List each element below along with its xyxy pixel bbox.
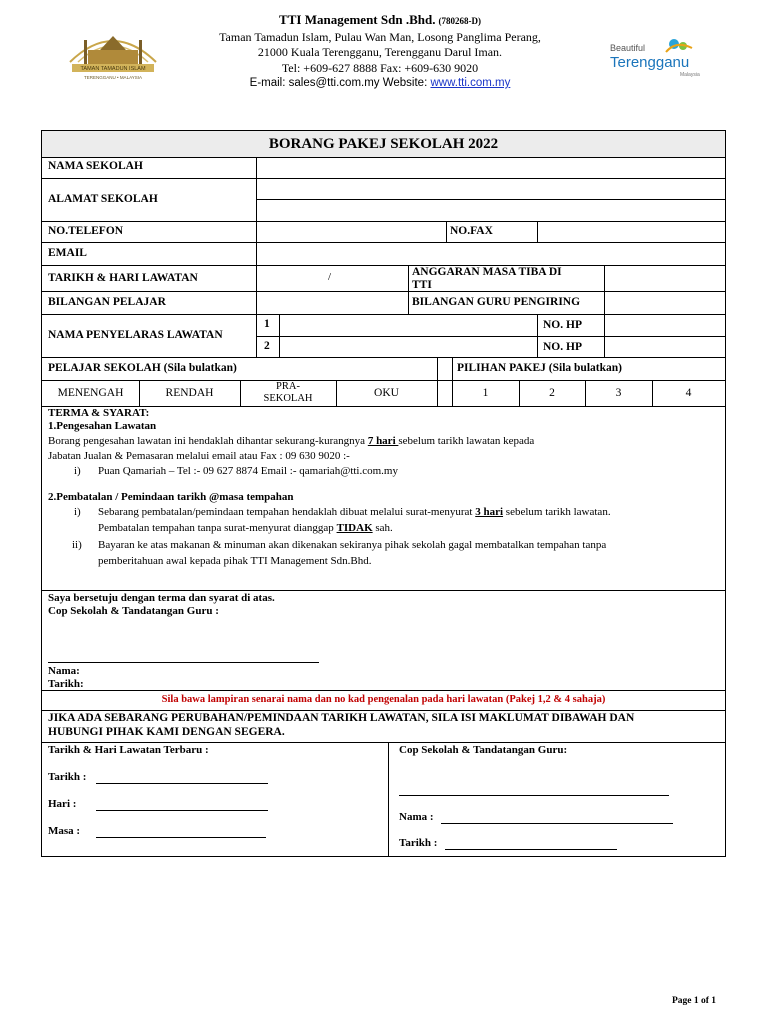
label-bilangan-pelajar: BILANGAN PELAJAR [48, 296, 166, 308]
package-2[interactable]: 2 [549, 387, 555, 399]
logo-right-name: Terengganu [610, 54, 690, 71]
changes-tarikh-r-label: Tarikh : [399, 837, 438, 849]
address-line-2: 21000 Kuala Terengganu, Terengganu Darul Iman. [257, 45, 503, 59]
option-pra-sekolah-1: PRA- [276, 381, 300, 392]
label-no-fax: NO.FAX [450, 225, 493, 237]
label-no-hp-2: NO. HP [543, 341, 582, 353]
label-nama-sekolah: NAMA SEKOLAH [48, 160, 143, 172]
terms-s2-ii-num: ii) [72, 539, 82, 551]
company-name: TTI Management Sdn .Bhd. [279, 12, 436, 27]
changes-masa-label: Masa : [48, 825, 81, 837]
changes-hari-label: Hari : [48, 798, 77, 810]
changes-tarikh-field[interactable] [445, 849, 617, 850]
terms-s1-line2: Jabatan Jualan & Pemasaran melalui email atau Fax : 09 630 9020 :- [48, 450, 350, 462]
changes-line1: JIKA ADA SEBARANG PERUBAHAN/PEMINDAAN TARIKH LAWATAN, SILA ISI MAKLUMAT DIBAWAH DAN [48, 712, 635, 724]
company-reg: (780268-D) [438, 16, 481, 26]
agreement-line1: Saya bersetuju dengan terma dan syarat di atas. [48, 592, 275, 604]
label-alamat-sekolah: ALAMAT SEKOLAH [48, 193, 158, 205]
email-line: E-mail: sales@tti.com.my Website: [249, 77, 431, 89]
label-anggaran-masa-2: TTI [412, 279, 432, 291]
terms-s2-i-line2: Pembatalan tempahan tanpa surat-menyurat dianggap TIDAK sah. [98, 522, 393, 534]
terms-s1-title: 1.Pengesahan Lawatan [48, 420, 157, 432]
label-no-telefon: NO.TELEFON [48, 225, 124, 237]
terms-s1-i: Puan Qamariah – Tel :- 09 627 8874 Email :- qamariah@tti.com.my [98, 465, 398, 477]
label-tarikh-hari: TARIKH & HARI LAWATAN [48, 272, 198, 284]
changes-signature-line[interactable] [399, 795, 669, 796]
label-no-hp-1: NO. HP [543, 319, 582, 331]
penyelaras-row-1: 1 [264, 318, 270, 330]
address-line-1: Taman Tamadun Islam, Pulau Wan Man, Losong Panglima Perang, [219, 29, 541, 44]
label-anggaran-masa-1: ANGGARAN MASA TIBA DI [412, 266, 562, 278]
terms-s2-i-num: i) [74, 506, 81, 518]
changes-nama-label: Nama : [399, 811, 434, 823]
package-4[interactable]: 4 [685, 387, 692, 399]
form-title: BORANG PAKEJ SEKOLAH 2022 [42, 131, 725, 158]
terms-s2-title: 2.Pembatalan / Pemindaan tarikh @masa tempahan [48, 491, 294, 503]
option-pra-sekolah[interactable] [240, 381, 336, 405]
logo-left-sub: TERENGGANU • MALAYSIA [83, 75, 143, 80]
penyelaras-row-2: 2 [264, 340, 270, 352]
date-separator: / [328, 271, 332, 283]
agreement-nama: Nama: [48, 665, 80, 677]
phone-fax-line: Tel: +609-627 8888 Fax: +609-630 9020 [281, 60, 479, 75]
changes-nama-field[interactable] [441, 823, 673, 824]
terms-s1-line1: Borang pengesahan lawatan ini hendaklah dihantar sekurang-kurangnya 7 hari sebelum tarikh lawatan kepada [48, 435, 535, 447]
changes-tarikh-label: Tarikh : [48, 771, 87, 783]
changes-left-title: Tarikh & Hari Lawatan Terbaru : [48, 744, 209, 756]
logo-right-country: Malaysia [680, 72, 700, 78]
terms-heading: TERMA & SYARAT: [48, 407, 150, 419]
logo-right-beautiful: Beautiful [610, 43, 646, 53]
beautiful-terengganu-logo [604, 34, 708, 80]
logo-left-text: TAMAN TAMADUN ISLAM [80, 66, 146, 72]
changes-line2: HUBUNGI PIHAK KAMI DENGAN SEGERA. [48, 726, 285, 738]
terms-s2-ii-line2: pemberitahuan awal kepada pihak TTI Management Sdn.Bhd. [98, 555, 372, 567]
option-oku[interactable]: OKU [374, 387, 399, 399]
company-header [170, 12, 590, 92]
website-link[interactable]: www.tti.com.my [430, 77, 511, 89]
tti-logo [64, 26, 162, 82]
signature-line[interactable] [48, 662, 319, 663]
new-day-field[interactable] [96, 810, 268, 811]
label-email: EMAIL [48, 247, 87, 259]
package-1[interactable]: 1 [482, 387, 489, 399]
new-time-field[interactable] [96, 837, 266, 838]
notice-text: Sila bawa lampiran senarai nama dan no kad pengenalan pada hari lawatan (Pakej 1,2 & 4 sahaja) [161, 694, 606, 705]
agreement-tarikh: Tarikh: [48, 678, 84, 690]
package-3[interactable]: 3 [615, 387, 622, 399]
changes-right-title: Cop Sekolah & Tandatangan Guru: [399, 744, 568, 756]
label-bilangan-guru: BILANGAN GURU PENGIRING [412, 296, 581, 308]
school-package-form [41, 130, 726, 857]
option-rendah[interactable]: RENDAH [165, 387, 214, 399]
label-nama-penyelaras: NAMA PENYELARAS LAWATAN [48, 329, 223, 341]
terms-s1-i-num: i) [74, 465, 81, 477]
terms-s2-i-line1: Sebarang pembatalan/pemindaan tempahan hendaklah dibuat melalui surat-menyurat 3 hari sebelum tarikh lawatan. [98, 506, 611, 518]
label-pilihan-pakej: PILIHAN PAKEJ (Sila bulatkan) [457, 362, 622, 374]
page-number: Page 1 of 1 [671, 996, 716, 1006]
agreement-line2: Cop Sekolah & Tandatangan Guru : [48, 605, 219, 617]
terms-s2-ii-line1: Bayaran ke atas makanan & minuman akan dikenakan sekiranya pihak sekolah gagal membatalkan tempahan tanpa [98, 539, 607, 551]
option-pra-sekolah-2: SEKOLAH [263, 393, 313, 404]
new-date-field[interactable] [96, 783, 268, 784]
option-menengah[interactable]: MENENGAH [57, 387, 124, 399]
label-pelajar-sekolah: PELAJAR SEKOLAH (Sila bulatkan) [48, 362, 237, 374]
